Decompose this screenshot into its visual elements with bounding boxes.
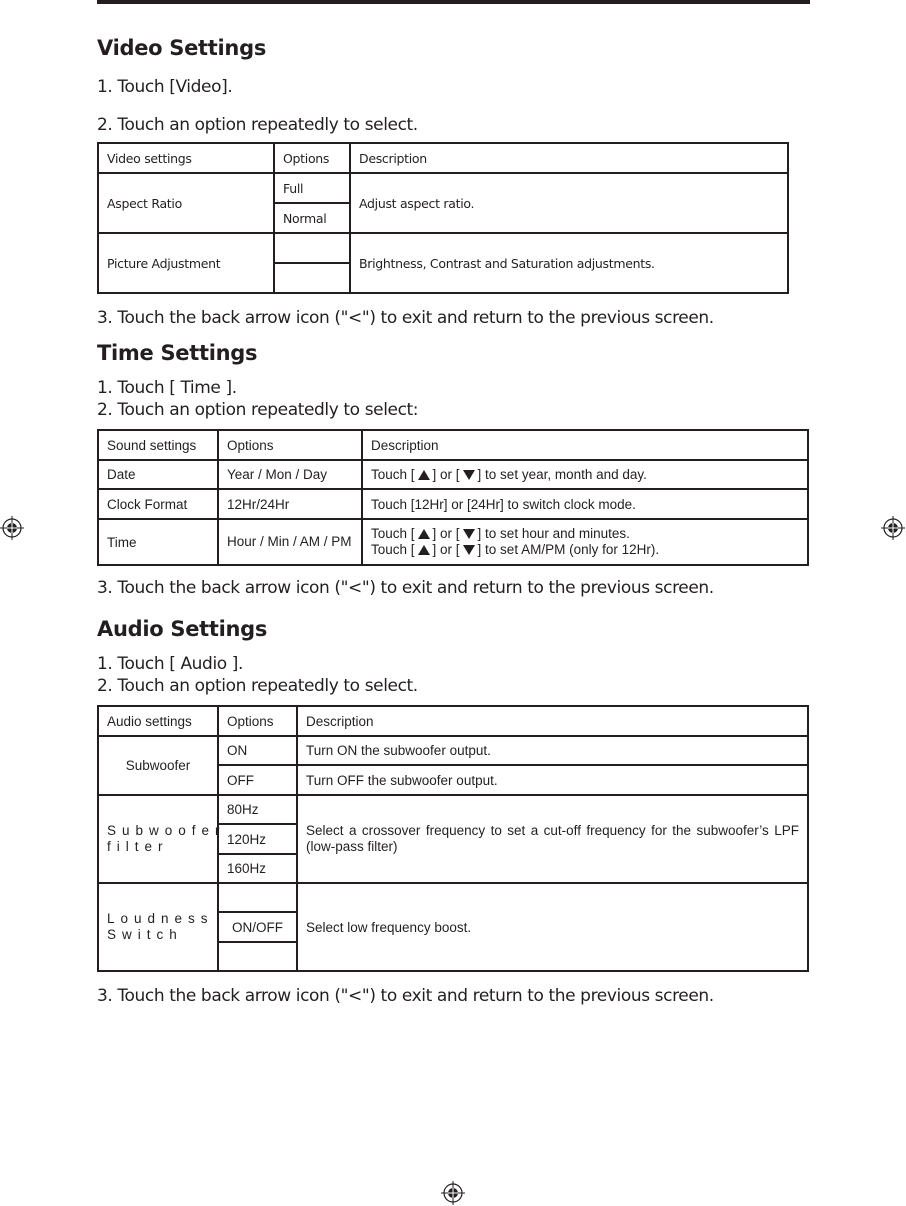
audio-step-1: 1. Touch [ Audio ].	[97, 654, 244, 674]
setting-cell: Picture Adjustment	[98, 233, 274, 293]
description-cell: Turn OFF the subwoofer output.	[297, 765, 808, 795]
header-cell: Options	[218, 706, 297, 736]
setting-cell: Loudness Switch	[98, 883, 218, 971]
option-cell	[274, 263, 350, 293]
text: ] to set hour and minutes.	[477, 526, 630, 541]
setting-cell: Subwoofer	[98, 736, 218, 795]
text: ] or [	[432, 526, 460, 541]
table-row	[98, 519, 808, 565]
option-cell: 120Hz	[218, 824, 297, 854]
registration-mark-icon	[441, 1181, 465, 1205]
option-cell: Hour / Min / AM / PM	[218, 519, 362, 565]
option-cell: Year / Mon / Day	[218, 460, 362, 489]
option-cell: ON/OFF	[218, 912, 297, 942]
option-cell: Normal	[274, 203, 350, 233]
time-settings-table	[97, 429, 809, 566]
setting-cell: Clock Format	[98, 489, 218, 519]
description-cell: Adjust aspect ratio.	[350, 173, 788, 233]
table-row	[98, 489, 808, 519]
text: Touch [	[371, 542, 415, 557]
time-settings-heading: Time Settings	[97, 341, 258, 365]
table-row	[98, 795, 808, 824]
down-arrow-icon	[463, 545, 475, 555]
header-cell: Video settings	[98, 143, 274, 173]
header-cell: Description	[297, 706, 808, 736]
text: ] or [	[432, 467, 460, 482]
table-row	[98, 883, 808, 912]
audio-step-2: 2. Touch an option repeatedly to select.	[97, 676, 418, 696]
description-cell	[362, 519, 808, 565]
table-row	[98, 173, 788, 203]
description-cell: Touch [12Hr] or [24Hr] to switch clock mode.	[362, 489, 808, 519]
option-cell: 80Hz	[218, 795, 297, 824]
time-step-1: 1. Touch [ Time ].	[97, 378, 237, 398]
text: ] to set AM/PM (only for 12Hr).	[477, 542, 660, 557]
option-cell: ON	[218, 736, 297, 765]
setting-cell: Time	[98, 519, 218, 565]
text: ] or [	[432, 542, 460, 557]
up-arrow-icon	[418, 470, 430, 480]
text: Touch [	[371, 467, 415, 482]
header-cell: Description	[362, 430, 808, 460]
option-cell	[218, 942, 297, 971]
text: Touch [	[371, 526, 415, 541]
table-row	[98, 736, 808, 765]
text: ] to set year, month and day.	[477, 467, 647, 482]
up-arrow-icon	[418, 529, 430, 539]
time-step-2: 2. Touch an option repeatedly to select:	[97, 400, 419, 420]
top-rule	[97, 0, 810, 4]
setting-cell: Aspect Ratio	[98, 173, 274, 233]
down-arrow-icon	[463, 529, 475, 539]
table-header-row	[98, 430, 808, 460]
setting-cell: Subwoofer filter	[98, 795, 218, 883]
setting-cell: Date	[98, 460, 218, 489]
up-arrow-icon	[418, 545, 430, 555]
table-row	[98, 460, 808, 489]
time-step-3: 3. Touch the back arrow icon ("<") to exit and return to the previous screen.	[97, 578, 714, 598]
table-header-row	[98, 143, 788, 173]
video-step-2: 2. Touch an option repeatedly to select.	[97, 115, 418, 135]
down-arrow-icon	[463, 470, 475, 480]
option-cell: OFF	[218, 765, 297, 795]
option-cell: 160Hz	[218, 854, 297, 883]
audio-settings-table	[97, 705, 809, 972]
audio-step-3: 3. Touch the back arrow icon ("<") to exit and return to the previous screen.	[97, 986, 714, 1006]
description-cell	[362, 460, 808, 489]
registration-mark-icon	[0, 516, 24, 540]
description-cell: Turn ON the subwoofer output.	[297, 736, 808, 765]
table-header-row	[98, 706, 808, 736]
option-cell: Full	[274, 173, 350, 203]
table-row	[98, 233, 788, 263]
header-cell: Audio settings	[98, 706, 218, 736]
description-cell: Brightness, Contrast and Saturation adjustments.	[350, 233, 788, 293]
header-cell: Sound settings	[98, 430, 218, 460]
video-step-1: 1. Touch [Video].	[97, 77, 233, 97]
video-settings-heading: Video Settings	[97, 36, 267, 60]
video-step-3: 3. Touch the back arrow icon ("<") to exit and return to the previous screen.	[97, 308, 714, 328]
video-settings-table	[97, 142, 789, 294]
header-cell: Options	[274, 143, 350, 173]
description-cell: Select a crossover frequency to set a cut-off frequency for the subwoofer’s LPF (low-pass filter)	[297, 795, 808, 883]
header-cell: Description	[350, 143, 788, 173]
header-cell: Options	[218, 430, 362, 460]
registration-mark-icon	[881, 516, 905, 540]
description-cell: Select low frequency boost.	[297, 883, 808, 971]
option-cell: 12Hr/24Hr	[218, 489, 362, 519]
audio-settings-heading: Audio Settings	[97, 617, 268, 641]
option-cell	[274, 233, 350, 263]
option-cell	[218, 883, 297, 912]
